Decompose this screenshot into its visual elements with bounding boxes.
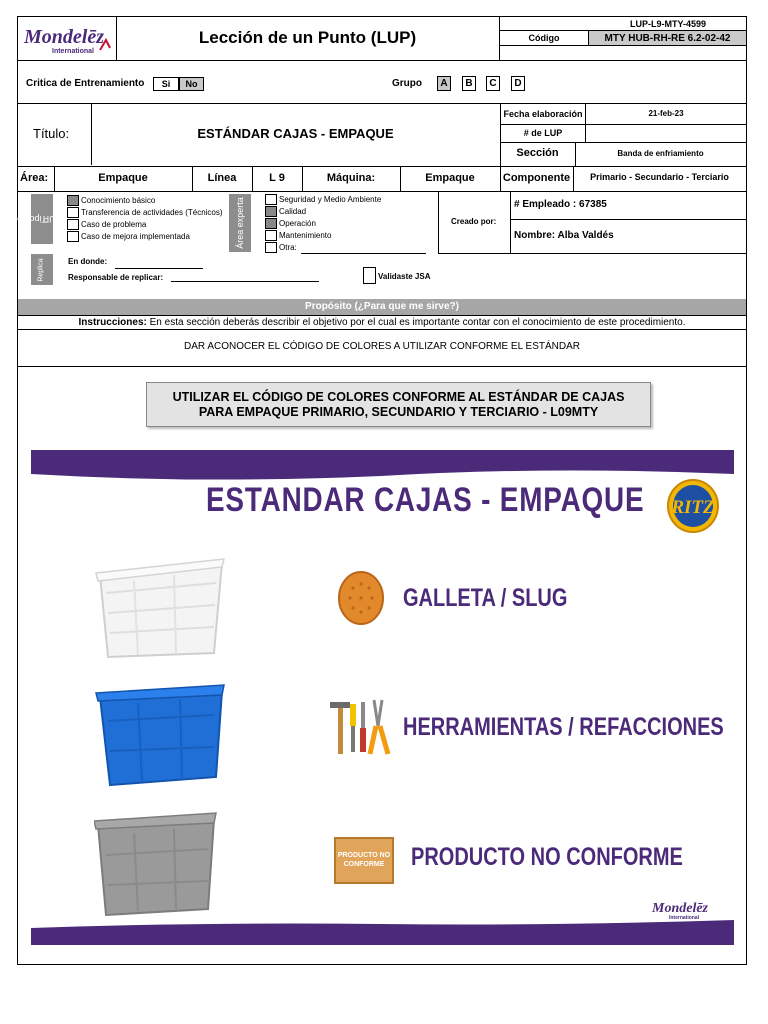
ritz-logo [666,479,720,534]
footer-logo-sub: International [668,915,700,921]
componente-value: Primario - Secundario - Terciario [590,172,729,182]
en-donde-label: En donde: [68,257,108,266]
tipo-side-2: LUP [43,214,61,224]
linea-label: Línea [207,172,237,184]
instr-label: Instrucciones: [78,317,147,328]
problema-checkbox[interactable] [67,219,79,230]
componente-label: Componente [502,172,571,184]
tipo-side-label [17,194,61,244]
row-label-galleta: GALLETA / SLUG [403,584,568,612]
no-checkbox[interactable]: No [179,77,204,91]
seccion-value: Banda de enfriamiento [617,149,704,158]
area-item-4: Mantenimiento [279,231,332,240]
linea-value: L 9 [269,172,285,184]
banner-line-2: PARA EMPAQUE PRIMARIO, SECUNDARIO Y TERCIARIO - L09MTY [198,405,599,419]
codigo-label: Código [528,33,560,43]
row-label-pnc: PRODUCTO NO CONFORME [411,843,683,871]
area-label: Área: [20,172,49,184]
empleado-value: # Empleado : 67385 [514,199,607,210]
instruction-banner [146,382,651,427]
area-experta-text: Área experta [235,197,245,249]
ritz-text: RITZ [671,497,715,518]
critica-label: Critica de Entrenamiento [26,78,145,89]
doc-id: LUP-L9-MTY-4599 [629,19,707,29]
grupo-d-checkbox[interactable]: D [511,76,525,91]
replica-text: Replica [38,257,46,282]
objective-text: DAR ACONOCER EL CÓDIGO DE COLORES A UTILIZAR CONFORME EL ESTÁNDAR [184,341,580,352]
pnc-box-icon: PRODUCTO NO CONFORME [334,837,394,884]
footer-logo-text: Mondelēz [652,901,708,916]
grupo-label: Grupo [392,78,422,89]
tipo-item-2: Transferencia de actividades (Técnicos) [81,208,223,217]
codigo-value: MTY HUB-RH-RE 6.2-02-42 [588,31,746,46]
operacion-checkbox[interactable] [265,218,277,229]
conocimiento-checkbox[interactable] [67,195,79,206]
poster-title: ESTANDAR CAJAS - EMPAQUE [206,481,645,519]
mondelez-logo [18,18,115,58]
creado-label: Creado por: [451,217,497,226]
area-value: Empaque [98,172,148,184]
grupo-a-checkbox[interactable]: A [437,76,451,91]
validaste-checkbox[interactable] [363,267,376,284]
grupo-c-checkbox[interactable]: C [486,76,500,91]
footer-tagline: SNACKING MADE RIGHT [642,924,718,931]
otra-checkbox[interactable] [265,242,277,253]
tipo-side-1: Tipo de [17,214,47,224]
white-crate-image [94,553,228,665]
footer-mondelez-logo [640,896,720,936]
titulo-value: ESTÁNDAR CAJAS - EMPAQUE [197,126,394,141]
banner-line-1: UTILIZAR EL CÓDIGO DE COLORES CONFORME AL ESTÁNDAR DE CAJAS [172,390,625,404]
instr-text: En esta sección deberás describir el objetivo por el cual es importante contar con el conocimiento de este procedimiento. [149,317,686,328]
lup-label: # de LUP [523,128,563,138]
tipo-item-4: Caso de mejora implementada [81,232,190,241]
transferencia-checkbox[interactable] [67,207,79,218]
seccion-label: Sección [516,147,559,159]
mejora-checkbox[interactable] [67,231,79,242]
cookie-icon [337,570,385,626]
responsable-label: Responsable de replicar: [68,273,164,282]
maquina-value: Empaque [425,172,475,184]
logo-sub: International [52,48,95,55]
area-item-1: Seguridad y Medio Ambiente [279,195,382,204]
nombre-label: Nombre: [514,230,556,241]
calidad-checkbox[interactable] [265,206,277,217]
si-checkbox[interactable]: Si [153,77,179,91]
area-item-2: Calidad [279,207,307,216]
maquina-label: Máquina: [326,172,376,184]
nombre-value: Alba Valdés [557,230,614,241]
blue-crate-image [94,681,228,791]
gray-crate-image [94,811,218,921]
fecha-label: Fecha elaboración [503,109,583,119]
titulo-label: Título: [33,126,70,141]
area-item-3: Operación [279,219,316,228]
area-experta-side [229,194,251,252]
fecha-value: 21-feb-23 [648,109,684,118]
mantenimiento-checkbox[interactable] [265,230,277,241]
page-title: Lección de un Punto (LUP) [198,28,417,47]
grupo-b-checkbox[interactable]: B [462,76,476,91]
nombre-row [514,230,614,241]
proposito-header: Propósito (¿Para que me sirve?) [18,299,746,315]
tipo-item-3: Caso de problema [81,220,147,229]
area-item-5: Otra: [279,243,297,252]
tools-icon [330,698,392,756]
row-label-herramientas: HERRAMIENTAS / REFACCIONES [403,713,724,741]
replica-side [31,254,53,285]
seguridad-checkbox[interactable] [265,194,277,205]
validaste-label: Validaste JSA [378,272,431,281]
instrucciones [18,317,746,328]
logo-text: Mondelēz [24,26,104,48]
tipo-item-1: Conocimiento básico [81,196,156,205]
